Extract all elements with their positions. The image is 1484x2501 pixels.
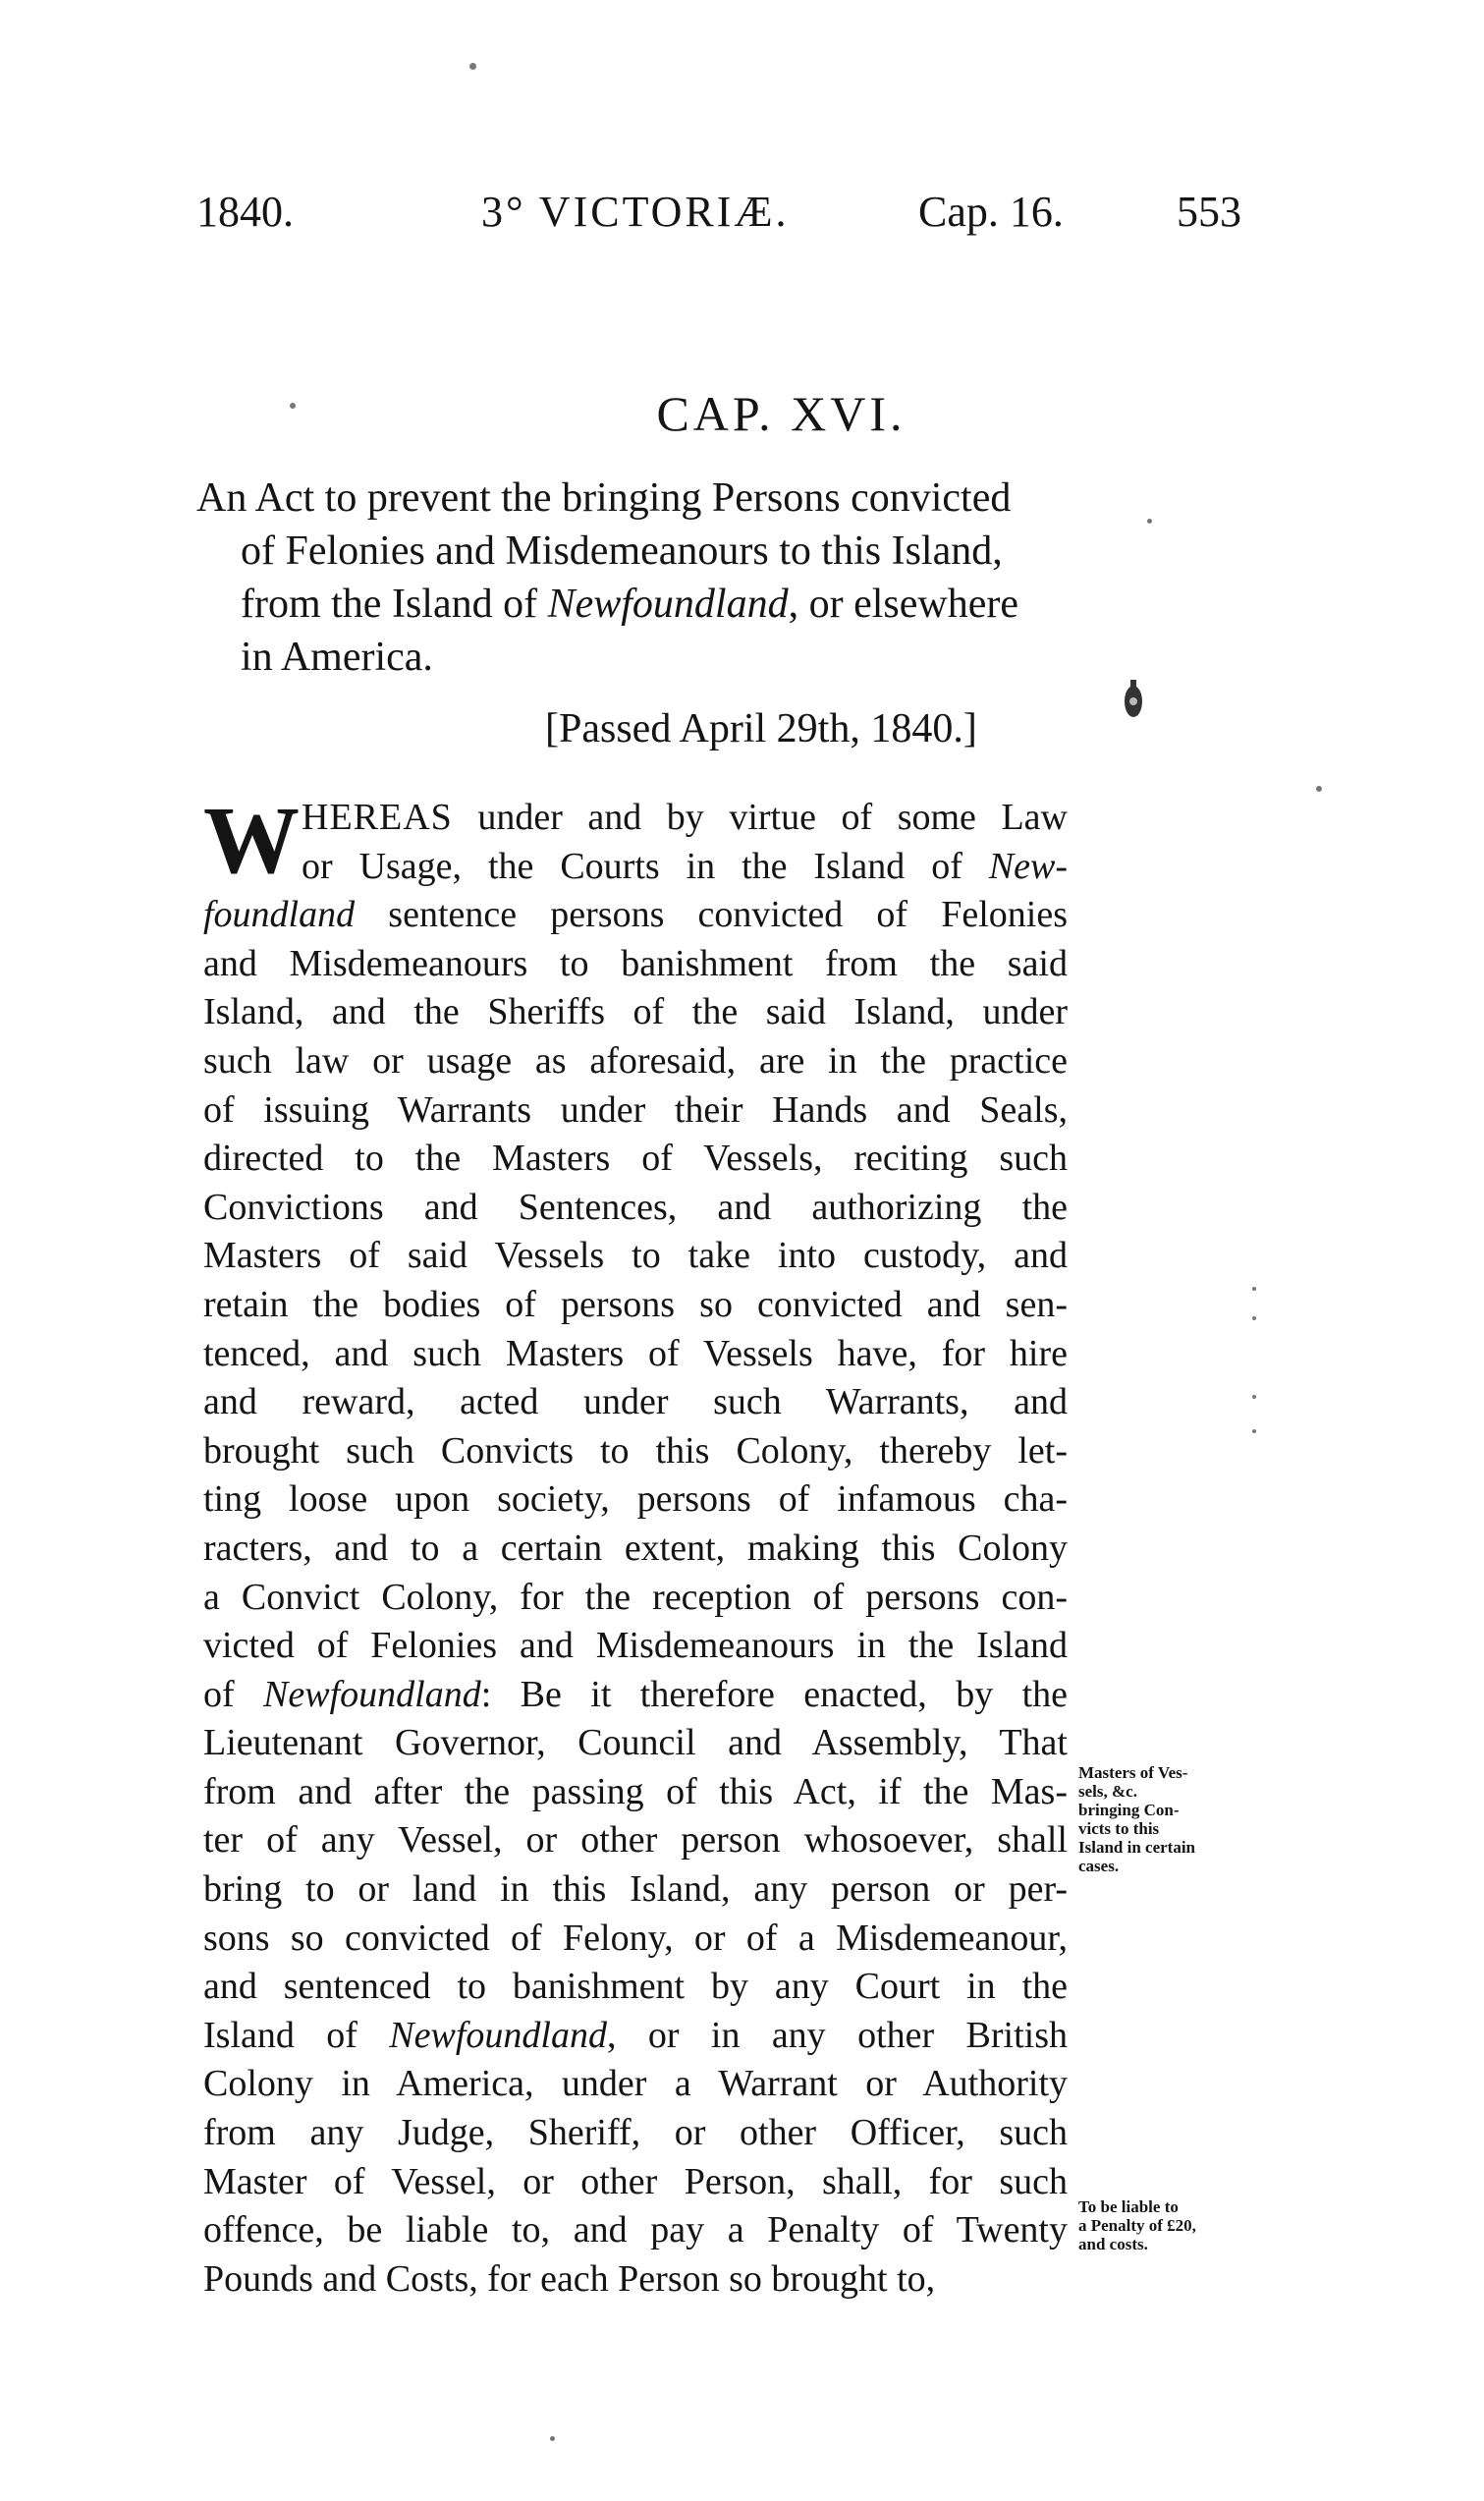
act-title-line [196,578,1071,631]
margin-note-line: Island in certain [1078,1838,1196,1857]
body-line: sons so convicted of Felony, or of a Misdemeanour, [203,1917,1068,1959]
body-line: Island, and the Sheriffs of the said Island, under [203,991,1068,1033]
header-chapter-ref: Cap. 16. [918,188,1064,236]
margin-note-line: a Penalty of £20, [1078,2216,1196,2235]
drop-cap: W [203,788,300,894]
body-line: Masters of said Vessels to take into custody, and [203,1235,1068,1277]
body-line: HEREAS under and by virtue of some Law [302,797,1068,838]
passed-date: [Passed April 29th, 1840.] [545,706,977,751]
marginal-note-masters [1078,1763,1294,1875]
marginal-note-penalty [1078,2197,1294,2253]
body-line: and Misdemeanours to banishment from the said [203,942,1068,984]
margin-note-line: Masters of Ves- [1078,1763,1188,1782]
body-line: from any Judge, Sheriff, or other Officer, such [203,2112,1068,2154]
body-line: tenced, and such Masters of Vessels have, for hire [203,1332,1068,1374]
body-line: Convictions and Sentences, and authorizing the [203,1186,1068,1228]
body-line: ting loose upon society, persons of infamous cha- [203,1478,1068,1521]
act-body [203,788,1069,2304]
header-reign: 3° VICTORIÆ. [481,188,790,236]
page-number: 553 [1177,188,1241,236]
body-line: foundland sentence persons convicted of Felonies [203,894,1068,936]
title-text: from the Island of Newfoundland, or elsewhere [241,582,1018,627]
body-line: ter of any Vessel, or other person whosoever, shall [203,1819,1068,1862]
scan-speck [1252,1429,1256,1433]
scan-speck [1147,519,1152,524]
margin-note-line: sels, &c. [1078,1782,1137,1801]
scan-speck [290,403,296,409]
scan-speck [469,63,476,70]
scan-speck [1252,1287,1256,1291]
margin-note-line: and costs. [1078,2235,1148,2253]
body-line: such law or usage as aforesaid, are in the practice [203,1039,1068,1082]
body-line: Island of Newfoundland, or in any other British [203,2014,1068,2056]
body-line: offence, be liable to, and pay a Penalty of Twenty [203,2209,1068,2251]
scan-speck [1316,786,1322,792]
body-line: bring to or land in this Island, any person or per- [203,1868,1068,1911]
act-title [196,472,1071,684]
scan-speck [1252,1395,1256,1399]
body-line: brought such Convicts to this Colony, thereby let- [203,1429,1068,1472]
margin-note-line: cases. [1078,1857,1120,1875]
header-year: 1840. [196,188,294,236]
scan-speck [550,2436,555,2441]
chapter-heading: CAP. XVI. [656,386,907,441]
body-line: retain the bodies of persons so convicted and sen- [203,1283,1068,1325]
body-line: racters, and to a certain extent, making this Colony [203,1527,1068,1569]
body-line: of Newfoundland: Be it therefore enacted, by the [203,1673,1069,1715]
margin-note-line: bringing Con- [1078,1801,1180,1819]
body-line: and sentenced to banishment by any Court in the [203,1966,1068,2008]
body-line: from and after the passing of this Act, if the Mas- [203,1770,1068,1812]
ornament-icon [1120,678,1147,723]
body-line: and reward, acted under such Warrants, and [203,1381,1068,1423]
act-title-line: An Act to prevent the bringing Persons convicted [196,475,1012,521]
running-header [0,187,1484,255]
body-line: victed of Felonies and Misdemeanours in the Island [203,1625,1068,1667]
body-line: Lieutenant Governor, Council and Assembly, That [203,1722,1068,1764]
margin-note-line: To be liable to [1078,2197,1179,2216]
body-line: a Convict Colony, for the reception of persons con- [203,1576,1068,1618]
body-line: Master of Vessel, or other Person, shall, for such [203,2160,1068,2202]
body-line: or Usage, the Courts in the Island of New- [302,845,1068,887]
body-line: directed to the Masters of Vessels, reciting such [203,1138,1068,1180]
act-title-line: in America. [241,635,433,680]
margin-note-line: victs to this [1078,1819,1160,1838]
body-line: Colony in America, under a Warrant or Authority [203,2063,1068,2105]
scan-speck [1252,1316,1256,1320]
act-title-line: of Felonies and Misdemeanours to this Island, [241,528,1003,574]
body-line: of issuing Warrants under their Hands and Seals, [203,1088,1068,1131]
body-line: Pounds and Costs, for each Person so brought to, [203,2257,936,2300]
